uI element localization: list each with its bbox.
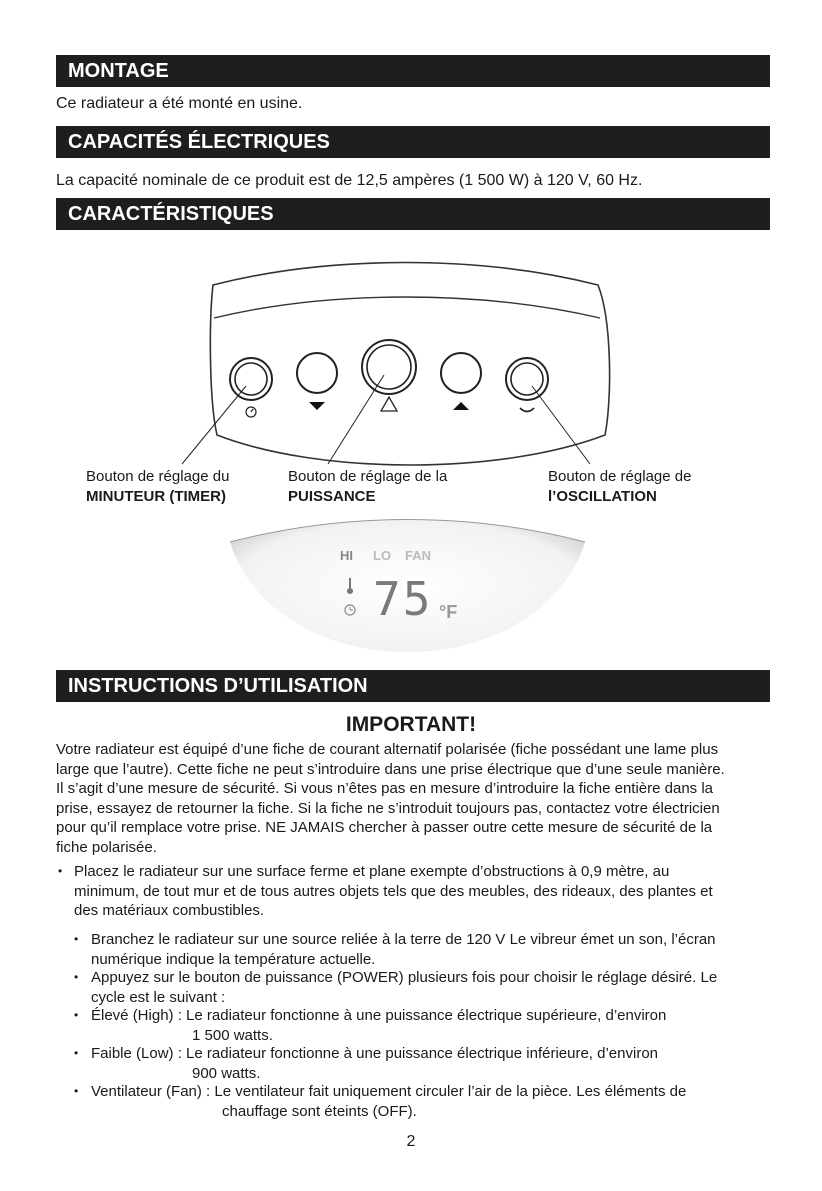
timer-button [230, 358, 272, 400]
bullet-dot: • [74, 970, 79, 984]
label-timer-line2: MINUTEUR (TIMER) [86, 488, 226, 505]
bullet-dot: • [74, 932, 79, 946]
temp-down-button [297, 353, 337, 393]
down-arrow-icon [309, 402, 325, 410]
label-power-line2: PUISSANCE [288, 488, 376, 505]
important-line: fiche polarisée. [56, 838, 157, 856]
temp-up-button [441, 353, 481, 393]
power-button [362, 340, 416, 394]
control-panel-inner-line [214, 297, 600, 318]
bullet-line: Élevé (High) : Le radiateur fonctionne à une puissance électrique supérieure, d’environ [91, 1007, 667, 1024]
important-line: prise, essayez de retourner la fiche. Si la fiche ne s’introduit toujours pas, contactez votre électricien [56, 799, 720, 817]
display-hi: HI [340, 548, 353, 563]
bullet-item [74, 1006, 666, 1045]
label-timer [86, 467, 229, 507]
important-paragraph [56, 740, 772, 857]
bullet-item [58, 862, 713, 921]
important-line: large que l’autre). Cette fiche ne peut s’introduire dans une prise électrique que d’une seule manière. [56, 760, 725, 778]
power-triangle-icon [381, 397, 397, 411]
important-line: Il s’agit d’une mesure de sécurité. Si vous n’êtes pas en mesure d’introduire la fiche entière dans la [56, 780, 714, 797]
bullet-item [74, 968, 717, 1007]
section-features-header: CARACTÉRISTIQUES [56, 198, 770, 230]
label-oscillation-line1: Bouton de réglage de [548, 468, 692, 485]
bullet-dot: • [74, 1008, 79, 1022]
important-line: Votre radiateur est équipé d’une fiche de courant alternatif polarisée (fiche possédant une lame plus [56, 741, 719, 758]
bullet-line: chauffage sont éteints (OFF). [222, 1102, 417, 1120]
bullet-line: Ventilateur (Fan) : Le ventilateur fait uniquement circuler l’air de la pièce. Les éléments de [91, 1083, 687, 1100]
section-montage-header: MONTAGE [56, 55, 770, 87]
section-electrical-header: CAPACITÉS ÉLECTRIQUES [56, 126, 770, 158]
oscillation-icon [520, 408, 534, 412]
label-power [288, 467, 447, 507]
page-number: 2 [406, 1133, 416, 1150]
bullet-line: Placez le radiateur sur une surface ferme et plane exempte d’obstructions à 0,9 mètre, au [74, 863, 670, 880]
bullet-item [74, 930, 716, 969]
bullet-line: Faible (Low) : Le radiateur fonctionne à une puissance électrique inférieure, d’environ [91, 1045, 659, 1062]
display-unit: °F [439, 602, 458, 622]
leader-line-timer [182, 386, 246, 464]
label-timer-line1: Bouton de réglage du [86, 468, 230, 485]
display-temperature: 75 [373, 572, 433, 626]
important-heading: IMPORTANT! [345, 713, 477, 736]
display-lo: LO [373, 548, 392, 563]
montage-text: Ce radiateur a été monté en usine. [56, 95, 303, 112]
bullet-line: minimum, de tout mur et de tous autres objets tels que des meubles, des rideaux, des plantes et [74, 882, 713, 900]
bullet-item [74, 1082, 686, 1121]
bullet-line: numérique indique la température actuelle. [91, 950, 376, 968]
bullet-item [74, 1044, 658, 1083]
display-fan: FAN [405, 548, 431, 563]
timer-symbol-icon [246, 407, 256, 417]
important-line: pour qu’il remplace votre prise. NE JAMAIS chercher à passer outre cette mesure de sécurité de la [56, 819, 713, 836]
bullet-line: 900 watts. [192, 1064, 261, 1082]
bullet-line: Branchez le radiateur sur une source reliée à la terre de 120 V Le vibreur émet un son, l’écran [91, 931, 716, 948]
bullet-dot: • [74, 1084, 79, 1098]
oscillation-button [506, 358, 548, 400]
bullet-dot: • [74, 1046, 79, 1060]
bullet-line: des matériaux combustibles. [74, 902, 265, 919]
label-power-line1: Bouton de réglage de la [288, 468, 448, 485]
section-instructions-header: INSTRUCTIONS D’UTILISATION [56, 670, 770, 702]
bullet-line: Appuyez sur le bouton de puissance (POWER) plusieurs fois pour choisir le réglage désiré. Le [91, 969, 718, 986]
leader-line-power [328, 375, 384, 464]
bullet-line: cycle est le suivant : [91, 988, 226, 1006]
bullet-line: 1 500 watts. [192, 1026, 273, 1044]
up-arrow-icon [453, 402, 469, 410]
label-oscillation [548, 467, 691, 507]
label-oscillation-line2: l’OSCILLATION [548, 488, 657, 505]
digital-display [225, 512, 589, 662]
bullet-dot: • [58, 864, 63, 878]
electrical-text: La capacité nominale de ce produit est de 12,5 ampères (1 500 W) à 120 V, 60 Hz. [56, 172, 643, 189]
